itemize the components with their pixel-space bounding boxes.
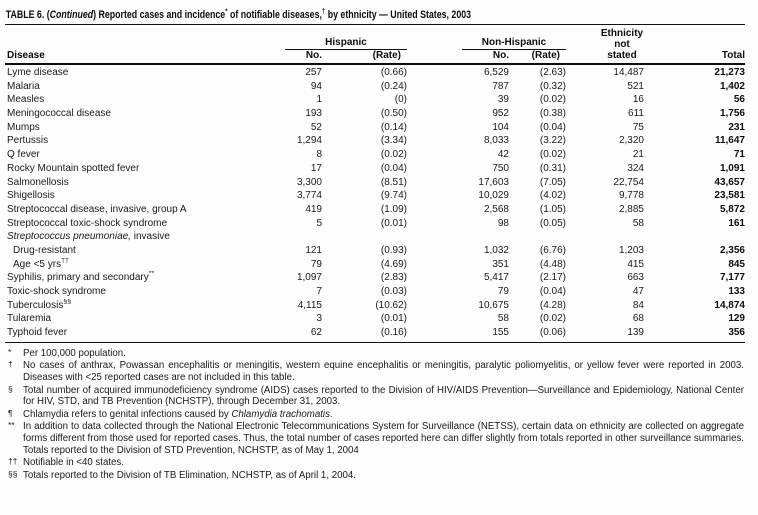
total-value: 845 (728, 258, 745, 270)
disease-name (5, 271, 258, 285)
disease-footnote-ref: §§ (63, 298, 72, 306)
disease-name (5, 162, 258, 176)
total-value: 43,657 (714, 176, 745, 188)
column-header-hispanic-no: No. (305, 50, 322, 61)
non-hispanic-no-value: 8,033 (483, 135, 509, 147)
footnote (6, 421, 745, 456)
table-row (5, 134, 745, 148)
title-text-3: of notifiable diseases, (227, 9, 322, 21)
hispanic-no-value (258, 230, 322, 244)
table-row (5, 121, 745, 135)
ethnicity-not-stated-value (566, 230, 644, 244)
non-hispanic-no-value: 1,032 (483, 244, 509, 256)
hispanic-no-value: 3,300 (296, 176, 322, 188)
non-hispanic-rate-value: (4.48) (539, 258, 566, 270)
hispanic-no-value: 7 (316, 286, 322, 297)
non-hispanic-no-value: 17,603 (478, 176, 509, 188)
table-header (5, 25, 745, 65)
total-value: 129 (728, 313, 745, 325)
hispanic-no-value: 1 (316, 94, 322, 106)
disease-name-text: invasive (130, 231, 170, 243)
total-value: 356 (728, 327, 745, 339)
disease-name (5, 148, 258, 162)
footnote-text-segment: Totals reported to the Division of TB Elimination, NCHSTP, as of April 1, 2004. (23, 469, 356, 481)
footnote-text (23, 348, 126, 359)
non-hispanic-no-value: 42 (497, 149, 509, 161)
column-header-ethnicity-line3: stated (607, 50, 637, 61)
title-text-2: ) Reported cases and incidence (93, 9, 226, 21)
column-group-non-hispanic (462, 37, 566, 50)
disease-name-text: Toxic-shock syndrome (7, 286, 106, 297)
non-hispanic-rate-value: (6.76) (539, 244, 566, 256)
hispanic-no-value: 419 (305, 203, 322, 215)
footnote-text (23, 470, 356, 481)
footnote-text-segment: Chlamydia trachomatis (231, 408, 330, 420)
total-value: 2,356 (719, 244, 745, 256)
non-hispanic-rate-value: (0.06) (539, 327, 566, 339)
non-hispanic-no-value: 10,029 (478, 190, 509, 202)
disease-name-text: Streptococcal toxic-shock syndrome (7, 217, 168, 229)
disease-name (5, 326, 258, 340)
total-value: 133 (728, 286, 745, 297)
disease-name-text: Streptococcal disease, invasive, group A (7, 203, 187, 215)
table-row (5, 326, 745, 340)
disease-footnote-ref: †† (61, 257, 69, 265)
footnote (6, 348, 745, 360)
footnote-marker: †† (8, 456, 18, 467)
hispanic-no-value: 3 (316, 313, 322, 325)
non-hispanic-no-value: 2,568 (483, 203, 509, 215)
total-value (644, 230, 745, 244)
non-hispanic-rate-value: (0.02) (539, 149, 566, 161)
column-header-non-hispanic-no: No. (492, 50, 509, 61)
table-bottom-rule (5, 342, 745, 343)
non-hispanic-rate-value: (0.04) (539, 121, 566, 133)
ethnicity-not-stated-value: 16 (632, 94, 644, 106)
hispanic-no-value: 17 (310, 162, 322, 174)
hispanic-no-value: 62 (310, 327, 322, 339)
ethnicity-not-stated-value: 415 (627, 258, 644, 270)
non-hispanic-no-value: 787 (492, 80, 509, 92)
hispanic-no-value: 52 (310, 121, 322, 133)
disease-name (5, 176, 258, 190)
footnote (6, 360, 745, 383)
table-row (5, 271, 745, 285)
hispanic-rate-value: (3.34) (380, 135, 407, 147)
table-row (5, 244, 745, 258)
total-value: 1,091 (719, 162, 745, 174)
footnote-text-segment: No cases of anthrax, Powassan encephalitis or meningitis, western equine encephalitis or meningitis, paralytic poliomyelitis, or yellow fever were reported in 2003. Diseases with <25 reported cases are not included in this table. (23, 360, 744, 383)
hispanic-no-value: 1,294 (296, 135, 322, 147)
title-continued: Continued (49, 9, 94, 21)
table-row (5, 285, 745, 299)
disease-name (5, 285, 258, 299)
column-header-disease: Disease (7, 50, 45, 61)
disease-name (5, 80, 258, 94)
total-value: 1,402 (719, 80, 745, 92)
disease-name (5, 121, 258, 135)
hispanic-no-value: 8 (316, 149, 322, 161)
hispanic-rate-value: (2.83) (380, 272, 407, 284)
table-row (5, 299, 745, 313)
non-hispanic-no-value: 98 (497, 217, 509, 229)
hispanic-rate-value: (0.16) (380, 327, 407, 339)
disease-name-text: Q fever (7, 149, 40, 161)
footnote-marker: ** (8, 420, 15, 431)
hispanic-no-value: 193 (305, 108, 322, 120)
ethnicity-not-stated-value: 611 (628, 108, 644, 120)
hispanic-rate-value: (0.14) (380, 121, 407, 133)
disease-name (5, 244, 258, 258)
non-hispanic-no-value: 79 (497, 286, 509, 297)
hispanic-rate-value: (0.01) (380, 313, 407, 325)
table-row (5, 312, 745, 326)
disease-name-text: Syphilis, primary and secondary (7, 272, 149, 284)
disease-name-text: Pertussis (7, 135, 49, 147)
disease-name-text: Meningococcal disease (7, 108, 111, 120)
total-value: 14,874 (714, 299, 745, 311)
disease-name (5, 299, 258, 313)
non-hispanic-rate-value: (4.02) (539, 190, 566, 202)
ethnicity-not-stated-value: 68 (632, 313, 644, 325)
table-row (5, 80, 745, 94)
hispanic-rate-value: (0.66) (380, 67, 407, 78)
hispanic-rate-value (322, 230, 407, 244)
hispanic-group-label: Hispanic (325, 37, 367, 48)
footnote-marker: ¶ (8, 407, 13, 418)
disease-name (5, 203, 258, 217)
ethnicity-not-stated-value: 22,754 (613, 176, 644, 188)
table-row (5, 148, 745, 162)
hispanic-rate-value: (4.69) (380, 258, 407, 270)
hispanic-no-value: 1,097 (296, 272, 322, 284)
footnote-ref-asterisk: * (225, 6, 228, 16)
ethnicity-not-stated-value: 84 (632, 299, 644, 311)
disease-name (5, 66, 258, 80)
hispanic-no-value: 79 (310, 258, 322, 270)
column-header-non-hispanic-rate: (Rate) (531, 50, 560, 61)
hispanic-rate-value: (0.04) (380, 162, 407, 174)
hispanic-no-value: 257 (305, 67, 322, 78)
ethnicity-not-stated-value: 1,203 (618, 244, 644, 256)
disease-name (5, 312, 258, 326)
total-value: 21,273 (714, 67, 745, 78)
footnote-text-segment: Notifiable in <40 states. (23, 457, 124, 469)
non-hispanic-no-value: 104 (492, 121, 509, 133)
non-hispanic-rate-value: (0.05) (539, 217, 566, 229)
non-hispanic-rate-value: (0.38) (539, 108, 566, 120)
footnote-ref-dagger: † (321, 6, 326, 16)
hispanic-rate-value: (8.51) (380, 176, 407, 188)
disease-name (5, 217, 258, 231)
total-value: 23,581 (714, 190, 745, 202)
disease-name-text: Tularemia (7, 313, 52, 325)
non-hispanic-rate-value: (2.63) (539, 67, 566, 78)
table-row (5, 189, 745, 203)
footnotes (5, 348, 745, 482)
ethnicity-not-stated-value: 58 (632, 217, 644, 229)
footnote-text-segment: . (329, 408, 333, 420)
non-hispanic-no-value: 351 (492, 258, 509, 270)
footnote-text-segment: Chlamydia refers to genital infections caused by (23, 408, 232, 420)
footnote-text (23, 421, 744, 455)
total-value: 1,756 (719, 108, 745, 120)
disease-name (5, 107, 258, 121)
non-hispanic-rate-value: (0.32) (539, 80, 566, 92)
hispanic-rate-value: (10.62) (375, 299, 407, 311)
ethnicity-not-stated-value: 139 (627, 327, 644, 339)
footnote-text (23, 360, 744, 383)
total-value: 231 (728, 121, 745, 133)
disease-name (5, 134, 258, 148)
footnote (6, 409, 745, 421)
hispanic-rate-value: (1.09) (380, 203, 407, 215)
title-text: TABLE 6. ( (5, 9, 50, 21)
non-hispanic-group-label: Non-Hispanic (481, 37, 547, 48)
footnote-text-segment: Per 100,000 population. (23, 347, 126, 359)
non-hispanic-rate-value (509, 230, 566, 244)
hispanic-rate-value: (0.01) (380, 217, 407, 229)
title-text-4: by ethnicity — United States, 2003 (325, 9, 471, 21)
non-hispanic-rate-value: (0.04) (539, 286, 566, 297)
ethnicity-not-stated-value: 2,320 (618, 135, 644, 147)
ethnicity-not-stated-value: 75 (632, 121, 644, 133)
ethnicity-not-stated-value: 9,778 (618, 190, 644, 202)
table-row (5, 93, 745, 107)
non-hispanic-no-value: 10,675 (478, 299, 509, 311)
disease-name-text: Typhoid fever (7, 327, 68, 339)
ethnicity-not-stated-value: 324 (627, 162, 644, 174)
table-row (5, 107, 745, 121)
non-hispanic-rate-value: (7.05) (539, 176, 566, 188)
table-row (5, 176, 745, 190)
footnote-marker: * (8, 346, 12, 357)
hispanic-rate-value: (0.93) (380, 244, 407, 256)
total-value: 71 (733, 149, 745, 161)
footnote-text-segment: In addition to data collected through the National Electronic Telecommunications System for Surveillance (NETSS), certain data on ethnicity are collected on aggregate forms different from those used for reported cases. Thus, the total number of cases reported here can differ slightly from totals reported in other surveillance summaries. Totals reported to the Division of STD Prevention, NCHSTP, as of May 1, 2004 (23, 421, 744, 456)
hispanic-rate-value: (0.03) (380, 286, 407, 297)
footnote-text (23, 409, 333, 420)
disease-name-text: Shigellosis (7, 190, 55, 202)
disease-name-text: Malaria (7, 80, 40, 92)
disease-name (5, 93, 258, 107)
column-group-hispanic (285, 37, 407, 50)
disease-name-text: Age <5 yrs (13, 258, 62, 270)
ethnicity-not-stated-value: 663 (627, 272, 644, 284)
footnote (6, 385, 745, 408)
non-hispanic-no-value: 750 (492, 162, 509, 174)
non-hispanic-no-value: 39 (497, 94, 509, 106)
hispanic-no-value: 121 (305, 244, 322, 256)
disease-name-text: Mumps (7, 121, 40, 133)
total-value: 161 (728, 217, 745, 229)
table-row (5, 203, 745, 217)
hispanic-rate-value: (0) (394, 94, 407, 106)
footnote-text-segment: Total number of acquired immunodeficiency syndrome (AIDS) cases reported to the Division of HIV/AIDS Prevention—Surveillance and Epidemiology, National Center for HIV, STD, and TB Prevention (NCHSTP), through December 31, 2003. (23, 384, 744, 408)
disease-name-text: Rocky Mountain spotted fever (7, 162, 140, 174)
non-hispanic-no-value: 5,417 (483, 272, 509, 284)
total-value: 11,647 (714, 135, 745, 147)
non-hispanic-no-value (407, 230, 509, 244)
table-row (5, 258, 745, 272)
disease-name-text: Measles (7, 94, 45, 106)
disease-name-italic: Streptococcus pneumoniae, (7, 231, 131, 243)
hispanic-rate-value: (0.24) (380, 80, 407, 92)
hispanic-no-value: 5 (316, 217, 322, 229)
non-hispanic-rate-value: (1.05) (539, 203, 566, 215)
footnote-marker: § (8, 383, 13, 394)
disease-name-text: Salmonellosis (7, 176, 69, 188)
non-hispanic-no-value: 952 (492, 108, 509, 120)
disease-name (5, 230, 258, 244)
non-hispanic-rate-value: (0.31) (539, 162, 566, 174)
hispanic-rate-value: (0.02) (380, 149, 407, 161)
hispanic-rate-value: (0.50) (380, 108, 407, 120)
total-value: 5,872 (719, 203, 745, 215)
ethnicity-not-stated-value: 21 (632, 149, 644, 161)
ethnicity-not-stated-value: 521 (627, 80, 644, 92)
footnote-text (23, 457, 124, 468)
ethnicity-not-stated-value: 2,885 (618, 203, 644, 215)
disease-name (5, 189, 258, 203)
page-title (5, 7, 597, 24)
table-row (5, 217, 745, 231)
disease-name-text: Lyme disease (7, 67, 69, 78)
disease-name-text: Tuberculosis (7, 299, 64, 311)
column-header-hispanic-rate: (Rate) (372, 50, 401, 61)
non-hispanic-rate-value: (4.28) (539, 299, 566, 311)
non-hispanic-rate-value: (2.17) (539, 272, 566, 284)
hispanic-no-value: 4,115 (297, 299, 322, 311)
hispanic-no-value: 3,774 (296, 190, 322, 202)
non-hispanic-rate-value: (0.02) (539, 313, 566, 325)
footnote (6, 470, 745, 482)
table-row (5, 66, 745, 80)
ethnicity-not-stated-value: 14,487 (613, 67, 644, 78)
non-hispanic-rate-value: (0.02) (539, 94, 566, 106)
column-header-ethnicity-line1: Ethnicity (600, 28, 644, 39)
disease-name-text: Drug-resistant (13, 244, 76, 256)
non-hispanic-no-value: 155 (492, 327, 509, 339)
non-hispanic-no-value: 6,529 (483, 67, 509, 78)
footnote-text (23, 385, 744, 408)
ethnicity-not-stated-value: 47 (632, 286, 644, 297)
total-value: 7,177 (719, 272, 745, 284)
table-body (5, 65, 745, 342)
non-hispanic-rate-value: (3.22) (539, 135, 566, 147)
footnote-marker: §§ (8, 468, 18, 479)
footnote-marker: † (8, 359, 13, 370)
table-row (5, 162, 745, 176)
total-value: 56 (733, 94, 745, 106)
disease-name (5, 258, 258, 272)
column-header-total: Total (721, 50, 745, 61)
non-hispanic-no-value: 58 (497, 313, 509, 325)
footnote (6, 457, 745, 469)
hispanic-rate-value: (9.74) (380, 190, 407, 202)
hispanic-no-value: 94 (310, 80, 322, 92)
disease-footnote-ref: ** (148, 271, 155, 278)
table-row (5, 230, 745, 244)
column-header-ethnicity-line2: not (614, 39, 630, 50)
